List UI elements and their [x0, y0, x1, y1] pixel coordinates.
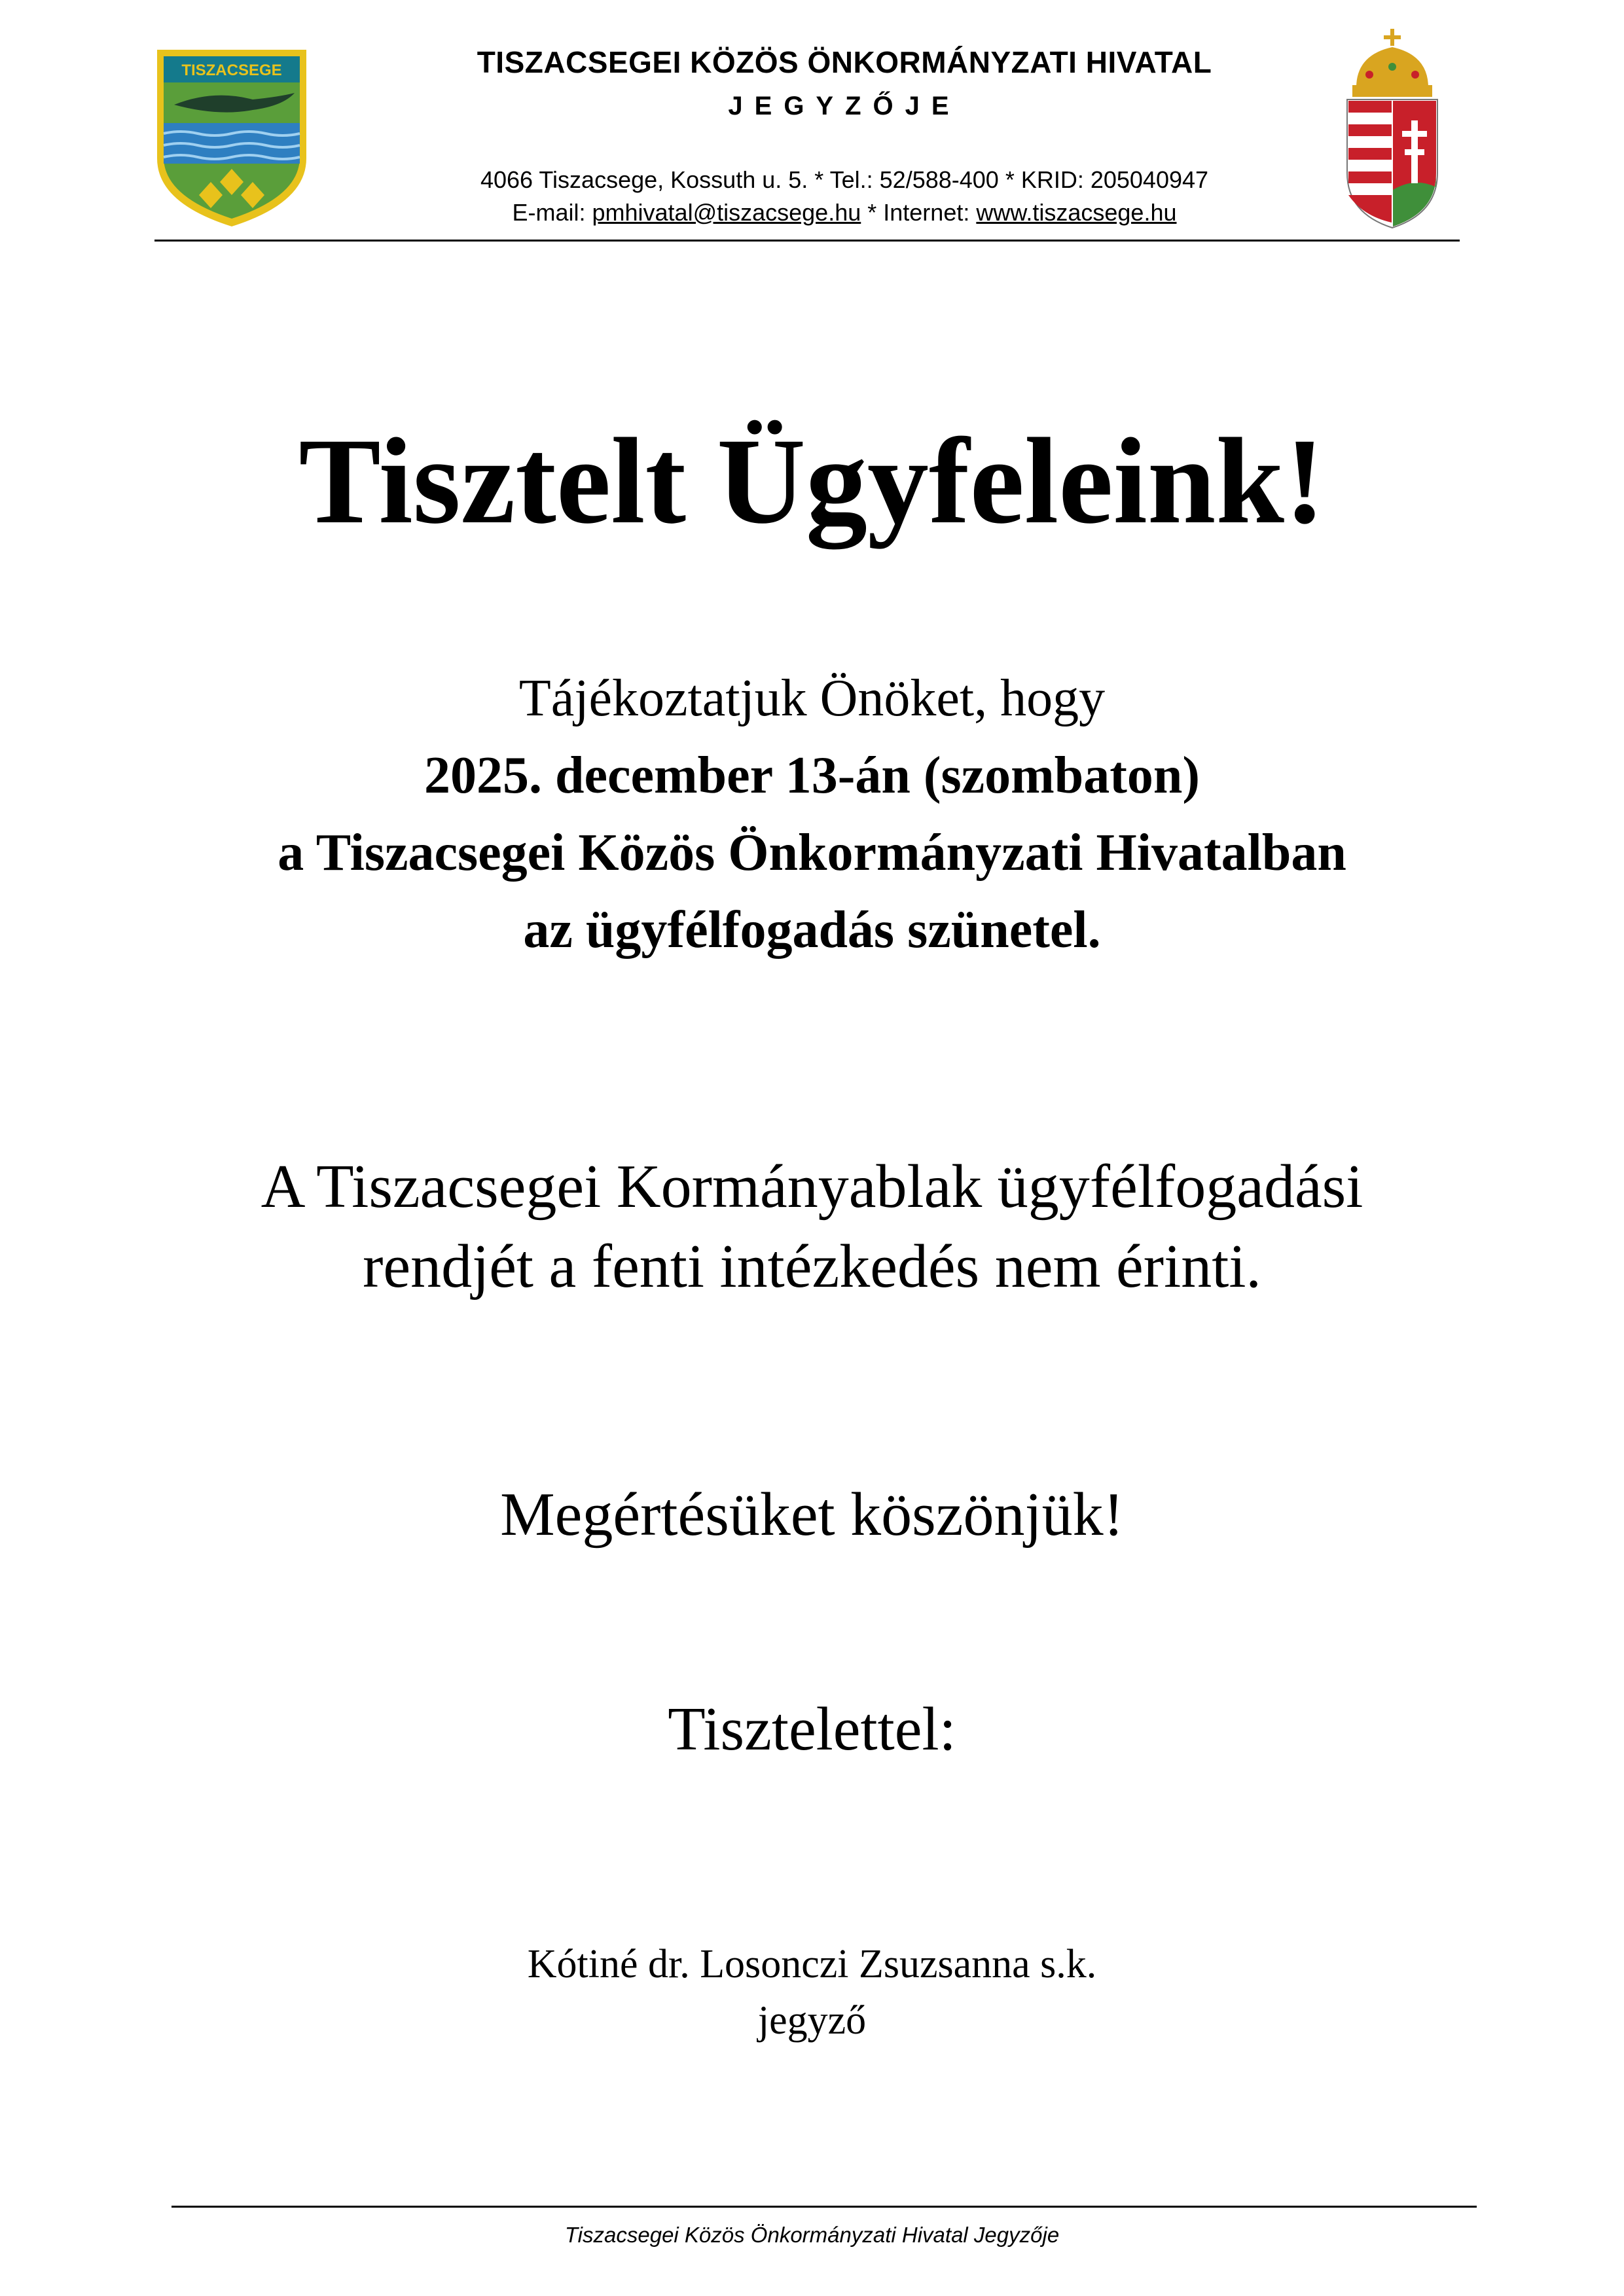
signer-title: jegyző	[757, 1998, 867, 2043]
website-link[interactable]: www.tiszacsege.hu	[976, 199, 1177, 226]
notice-line-1: A Tiszacsegei Kormányablak ügyfélfogadási	[261, 1153, 1363, 1221]
page-title: Tisztelt Ügyfeleink!	[298, 412, 1326, 549]
date-line: 2025. december 13-án (szombaton)	[424, 747, 1200, 804]
regards-line: Tisztelettel:	[668, 1695, 956, 1763]
tiszacsege-crest-logo	[154, 47, 309, 229]
organization-subtitle: JEGYZŐJE	[728, 92, 961, 120]
signer-name: Kótiné dr. Losonczi Zsuzsanna s.k.	[527, 1942, 1097, 1986]
announcement-block	[0, 660, 1624, 969]
email-link[interactable]: pmhivatal@tiszacsege.hu	[592, 199, 861, 226]
hungary-coat-of-arms-icon	[1343, 29, 1441, 229]
organization-address: 4066 Tiszacsege, Kossuth u. 5. * Tel.: 52/588-400 * KRID: 205040947	[480, 166, 1209, 193]
internet-label: * Internet:	[861, 199, 977, 226]
crest-label: TISZACSEGE	[181, 62, 282, 79]
notice-block	[0, 1147, 1624, 1306]
header-divider	[154, 240, 1460, 242]
thanks-line: Megértésüket köszönjük!	[500, 1480, 1124, 1549]
footer-text: Tiszacsegei Közös Önkormányzati Hivatal Jegyzője	[564, 2223, 1060, 2247]
signature-block	[0, 1936, 1624, 2049]
closed-line: az ügyfélfogadás szünetel.	[523, 901, 1101, 959]
notice-line-2: rendjét a fenti intézkedés nem érinti.	[363, 1232, 1261, 1300]
footer-divider	[171, 2206, 1477, 2208]
intro-line: Tájékoztatjuk Önöket, hogy	[518, 670, 1106, 727]
office-line: a Tiszacsegei Közös Önkormányzati Hivatalban	[278, 824, 1346, 882]
organization-name: TISZACSEGEI KÖZÖS ÖNKORMÁNYZATI HIVATAL	[477, 45, 1212, 79]
email-label: E-mail:	[512, 199, 592, 226]
contact-line	[353, 199, 1335, 226]
